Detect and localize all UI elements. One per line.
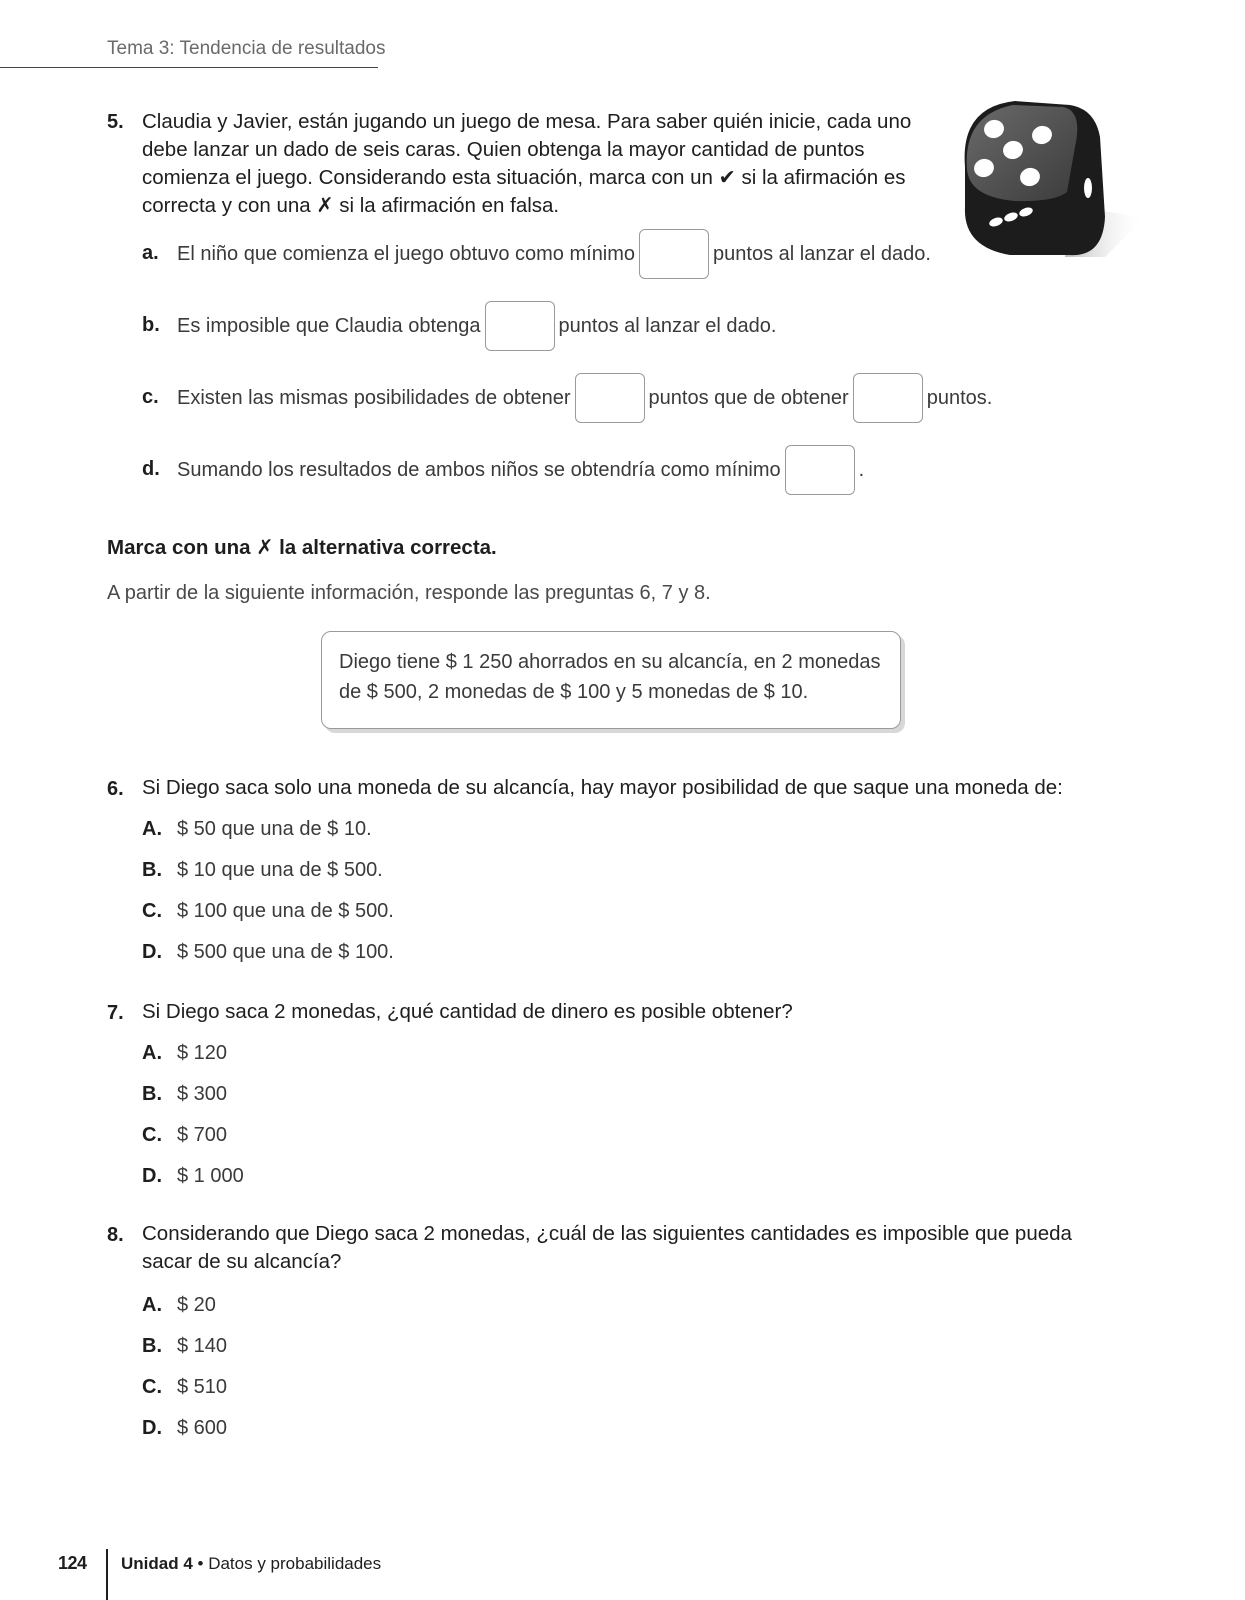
q8-option-d-letter: D.: [142, 1417, 162, 1439]
item-c-text-before: Existen las mismas posibilidades de obtener: [177, 386, 571, 409]
question-5-line: comienza el juego. Considerando esta situación, marca con un ✔ si la afirmación es: [142, 166, 906, 189]
question-5-text: [142, 108, 922, 220]
info-box-line: Diego tiene $ 1 250 ahorrados en su alcancía, en 2 monedas: [339, 651, 881, 673]
q7-option-d[interactable]: $ 1 000: [177, 1165, 244, 1187]
item-d-text-before: Sumando los resultados de ambos niños se obtendría como mínimo: [177, 458, 781, 481]
item-b-letter: b.: [142, 314, 160, 336]
q8-option-b-letter: B.: [142, 1335, 162, 1357]
info-box: [321, 631, 901, 729]
item-a-text-before: El niño que comienza el juego obtuvo como mínimo: [177, 242, 636, 265]
info-intro: A partir de la siguiente información, responde las preguntas 6, 7 y 8.: [107, 582, 711, 604]
q7-option-c[interactable]: $ 700: [177, 1124, 228, 1146]
question-7-number: 7.: [107, 1002, 124, 1024]
question-7-text: Si Diego saca 2 monedas, ¿qué cantidad de dinero es posible obtener?: [142, 1000, 793, 1023]
item-c: [177, 372, 992, 424]
q7-option-b[interactable]: $ 300: [177, 1083, 228, 1105]
question-8-number: 8.: [107, 1224, 124, 1246]
q8-option-a-letter: A.: [142, 1294, 162, 1316]
item-c-text-after: puntos.: [926, 386, 993, 409]
q7-option-a-letter: A.: [142, 1042, 162, 1064]
q7-option-b-letter: B.: [142, 1083, 162, 1105]
q7-option-a[interactable]: $ 120: [177, 1042, 228, 1064]
footer-unit-title: Datos y probabilidades: [208, 1554, 382, 1573]
item-d-letter: d.: [142, 458, 160, 480]
page-number: 124: [58, 1553, 87, 1573]
question-5-line: debe lanzar un dado de seis caras. Quien obtenga la mayor cantidad de puntos: [142, 138, 865, 161]
question-8-text: [142, 1220, 1122, 1276]
item-c-answer-box-2[interactable]: [853, 373, 923, 423]
question-8-line: Considerando que Diego saca 2 monedas, ¿cuál de las siguientes cantidades es imposible que pueda: [142, 1222, 1072, 1245]
item-b-text-after: puntos al lanzar el dado.: [558, 314, 777, 337]
footer-unit-label: Unidad 4: [121, 1554, 193, 1573]
q8-option-c-letter: C.: [142, 1376, 162, 1398]
q7-option-d-letter: D.: [142, 1165, 162, 1187]
header-rule: [0, 67, 378, 68]
item-a-text-after: puntos al lanzar el dado.: [713, 242, 931, 265]
info-box-line: de $ 500, 2 monedas de $ 100 y 5 monedas de $ 10.: [339, 681, 809, 703]
q8-option-a[interactable]: $ 20: [177, 1294, 216, 1316]
footer-unit: [121, 1554, 381, 1574]
q6-option-d[interactable]: $ 500 que una de $ 100.: [177, 941, 394, 963]
item-b-text-before: Es imposible que Claudia obtenga: [177, 314, 481, 337]
item-a-answer-box[interactable]: [639, 229, 709, 279]
q8-option-d[interactable]: $ 600: [177, 1417, 228, 1439]
item-c-text-middle: puntos que de obtener: [648, 386, 849, 409]
question-8-line: sacar de su alcancía?: [142, 1250, 342, 1273]
q8-option-c[interactable]: $ 510: [177, 1376, 228, 1398]
footer-separator: •: [192, 1554, 209, 1573]
q8-option-b[interactable]: $ 140: [177, 1335, 228, 1357]
dice-icon: [955, 97, 1155, 262]
question-6-text: Si Diego saca solo una moneda de su alcancía, hay mayor posibilidad de que saque una moneda de:: [142, 776, 1063, 799]
question-5-line: correcta y con una ✗ si la afirmación en falsa.: [142, 194, 560, 217]
item-a: [177, 228, 931, 280]
q6-option-b[interactable]: $ 10 que una de $ 500.: [177, 859, 383, 881]
q6-option-a[interactable]: $ 50 que una de $ 10.: [177, 818, 372, 840]
item-b: [177, 300, 776, 352]
question-6-number: 6.: [107, 778, 124, 800]
item-c-answer-box-1[interactable]: [575, 373, 645, 423]
item-b-answer-box[interactable]: [485, 301, 555, 351]
q6-option-c-letter: C.: [142, 900, 162, 922]
q6-option-a-letter: A.: [142, 818, 162, 840]
item-d-answer-box[interactable]: [785, 445, 855, 495]
item-d: [177, 444, 864, 496]
item-a-letter: a.: [142, 242, 159, 264]
q6-option-b-letter: B.: [142, 859, 162, 881]
footer-divider: [106, 1549, 108, 1600]
item-c-letter: c.: [142, 386, 159, 408]
item-d-text-after: .: [858, 458, 865, 481]
q6-option-d-letter: D.: [142, 941, 162, 963]
instruction-heading: Marca con una ✗ la alternativa correcta.: [107, 536, 497, 559]
q6-option-c[interactable]: $ 100 que una de $ 500.: [177, 900, 394, 922]
question-5-line: Claudia y Javier, están jugando un juego de mesa. Para saber quién inicie, cada uno: [142, 110, 912, 133]
question-5-number: 5.: [107, 111, 124, 133]
header-topic: Tema 3: Tendencia de resultados: [107, 38, 386, 59]
q7-option-c-letter: C.: [142, 1124, 162, 1146]
